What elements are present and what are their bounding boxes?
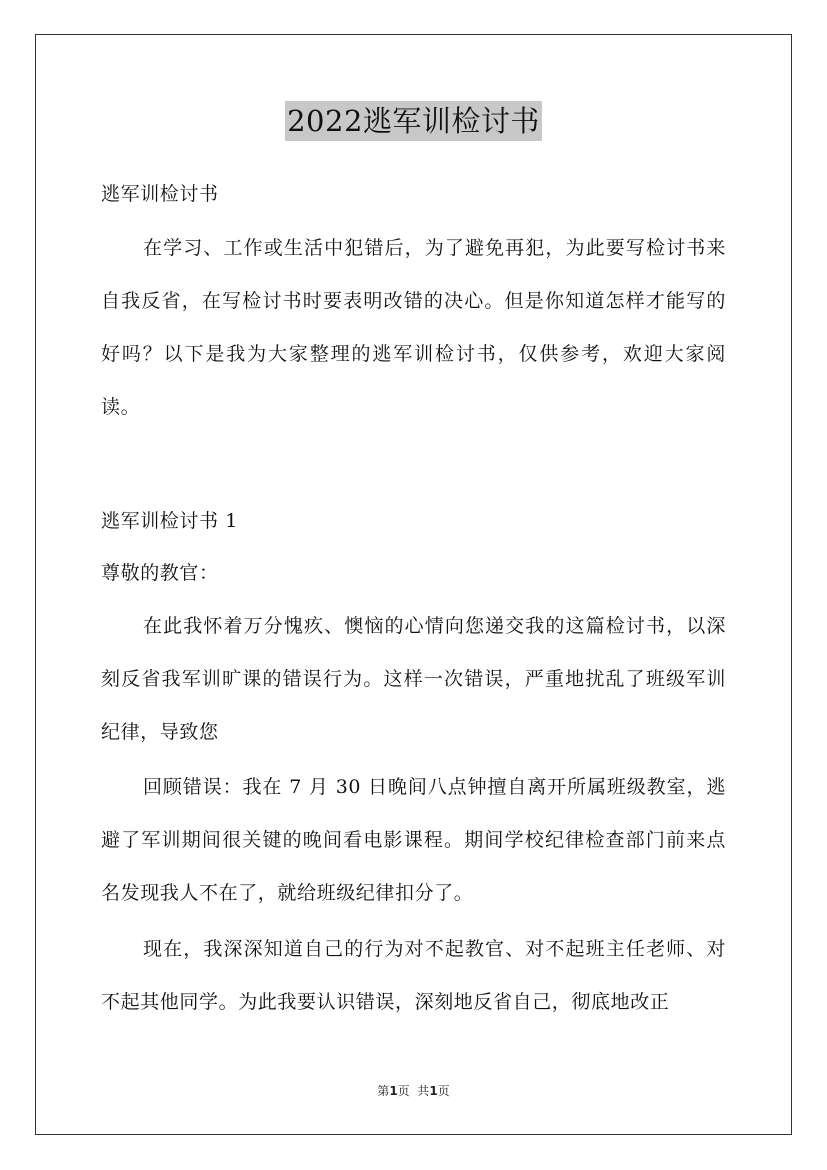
document-subtitle: 逃军训检讨书 [101,183,219,205]
body-paragraph-2: 回顾错误：我在 7 月 30 日晚间八点钟擅自离开所属班级教室，逃避了军训期间很关键的晚间看电影课程。期间学校纪律检查部门前来点名发现我人不在了，就给班级纪律扣分了。 [101,776,726,904]
footer-page-number: 1 [389,1084,398,1098]
body-paragraph-1: 在此我怀着万分愧疚、懊恼的心情向您递交我的这篇检讨书，以深刻反省我军训旷课的错误行为。这样一次错误，严重地扰乱了班级军训纪律，导致您 [101,615,726,743]
document-title: 2022逃军训检讨书 [285,101,542,141]
intro-paragraph: 在学习、工作或生活中犯错后，为了避免再犯，为此要写检讨书来自我反省，在写检讨书时要表明改错的决心。但是你知道怎样才能写的好吗？以下是我为大家整理的逃军训检讨书，仅供参考，欢迎大家阅读。 [101,237,726,418]
page-footer [0,1082,827,1099]
footer-page-total: 1 [429,1084,438,1098]
footer-page-suffix: 页 [437,1084,450,1098]
footer-page-prefix: 第 [377,1084,390,1098]
title-container [0,101,827,141]
salutation: 尊敬的教官： [101,562,219,584]
body-paragraph-3: 现在，我深深知道自己的行为对不起教官、对不起班主任老师、对不起其他同学。为此我要认识错误，深刻地反省自己，彻底地改正 [101,938,726,1013]
footer-page-mid: 页 共 [397,1084,430,1098]
section-heading: 逃军训检讨书 1 [101,510,238,532]
